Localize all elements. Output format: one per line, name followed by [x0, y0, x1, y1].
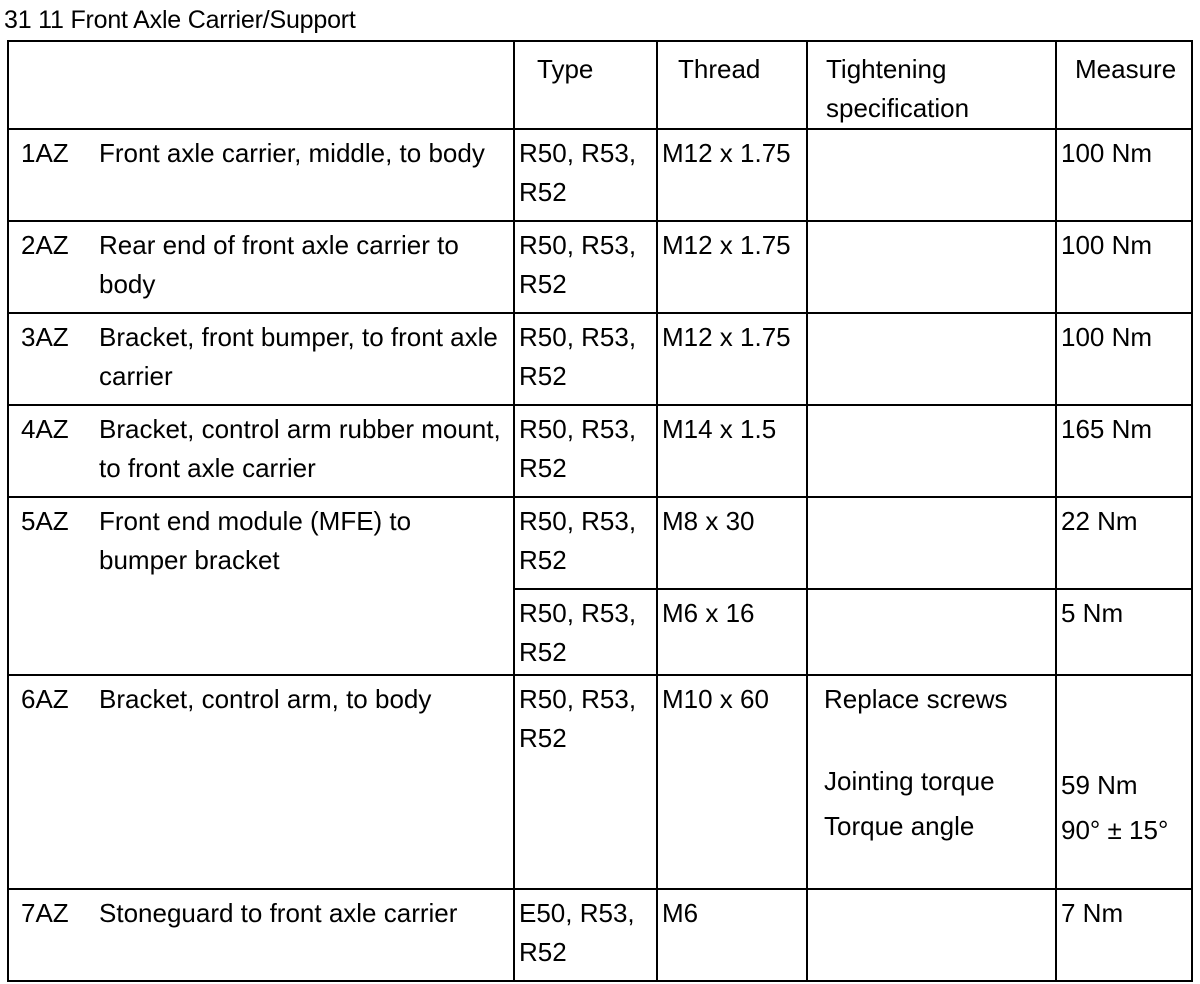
tightening-cell — [807, 129, 1056, 221]
tightening-cell — [807, 589, 1056, 675]
torque-spec-table — [7, 40, 1193, 982]
torque-angle-label: Torque angle — [824, 811, 975, 841]
item-id: 3AZ — [21, 322, 69, 352]
header-tightening-line2: specification — [826, 93, 970, 123]
item-description: Bracket, control arm, to body — [99, 684, 432, 714]
tightening-cell — [807, 497, 1056, 589]
tightening-cell — [807, 675, 1056, 889]
table-header-row — [8, 41, 1192, 129]
torque-angle-value: 90° ± 15° — [1061, 815, 1169, 845]
measure-cell: 22 Nm — [1056, 497, 1192, 589]
header-thread: Thread — [657, 41, 807, 129]
tightening-cell — [807, 313, 1056, 405]
item-id: 6AZ — [21, 684, 69, 714]
thread-cell: M14 x 1.5 — [657, 405, 807, 497]
tightening-cell — [807, 221, 1056, 313]
type-cell: R50, R53, R52 — [514, 675, 657, 889]
item-cell — [8, 405, 514, 497]
type-cell: R50, R53, R52 — [514, 313, 657, 405]
header-tightening-specification — [807, 41, 1056, 129]
type-cell: R50, R53, R52 — [514, 221, 657, 313]
measure-cell: 7 Nm — [1056, 889, 1192, 981]
item-cell — [8, 497, 514, 675]
measure-cell: 100 Nm — [1056, 221, 1192, 313]
item-id: 4AZ — [21, 414, 69, 444]
table-row — [8, 129, 1192, 221]
item-cell — [8, 221, 514, 313]
item-cell — [8, 675, 514, 889]
item-id: 5AZ — [21, 506, 69, 536]
table-row — [8, 405, 1192, 497]
header-measure: Measure — [1056, 41, 1192, 129]
measure-cell: 5 Nm — [1056, 589, 1192, 675]
item-id: 2AZ — [21, 230, 69, 260]
type-cell: E50, R53, R52 — [514, 889, 657, 981]
item-description: Front end module (MFE) to bumper bracket — [99, 506, 412, 575]
table-row — [8, 497, 1192, 589]
thread-cell: M10 x 60 — [657, 675, 807, 889]
item-description: Front axle carrier, middle, to body — [99, 138, 485, 168]
table-row — [8, 889, 1192, 981]
jointing-torque-label: Jointing torque — [824, 766, 995, 796]
measure-cell — [1056, 675, 1192, 889]
type-cell: R50, R53, R52 — [514, 589, 657, 675]
header-tightening-line1: Tightening — [826, 54, 947, 84]
item-id: 1AZ — [21, 138, 69, 168]
item-description: Bracket, front bumper, to front axle carrier — [99, 322, 498, 391]
table-row — [8, 221, 1192, 313]
header-item — [8, 41, 514, 129]
type-cell: R50, R53, R52 — [514, 497, 657, 589]
thread-cell: M12 x 1.75 — [657, 221, 807, 313]
thread-cell: M6 — [657, 889, 807, 981]
tightening-cell — [807, 405, 1056, 497]
item-description: Rear end of front axle carrier to body — [99, 230, 459, 299]
thread-cell: M6 x 16 — [657, 589, 807, 675]
jointing-torque-value: 59 Nm — [1061, 770, 1138, 800]
type-cell: R50, R53, R52 — [514, 405, 657, 497]
thread-cell: M12 x 1.75 — [657, 313, 807, 405]
item-description: Bracket, control arm rubber mount, to front axle carrier — [99, 414, 501, 483]
item-cell — [8, 889, 514, 981]
item-cell — [8, 129, 514, 221]
document-title: 31 11 Front Axle Carrier/Support — [4, 6, 356, 34]
header-type: Type — [514, 41, 657, 129]
measure-cell: 100 Nm — [1056, 129, 1192, 221]
item-description: Stoneguard to front axle carrier — [99, 898, 458, 928]
tightening-cell — [807, 889, 1056, 981]
thread-cell: M12 x 1.75 — [657, 129, 807, 221]
type-cell: R50, R53, R52 — [514, 129, 657, 221]
item-cell — [8, 313, 514, 405]
tightening-note: Replace screws — [824, 684, 1008, 714]
thread-cell: M8 x 30 — [657, 497, 807, 589]
measure-cell: 165 Nm — [1056, 405, 1192, 497]
measure-cell: 100 Nm — [1056, 313, 1192, 405]
table-row — [8, 675, 1192, 889]
table-row — [8, 313, 1192, 405]
item-id: 7AZ — [21, 898, 69, 928]
